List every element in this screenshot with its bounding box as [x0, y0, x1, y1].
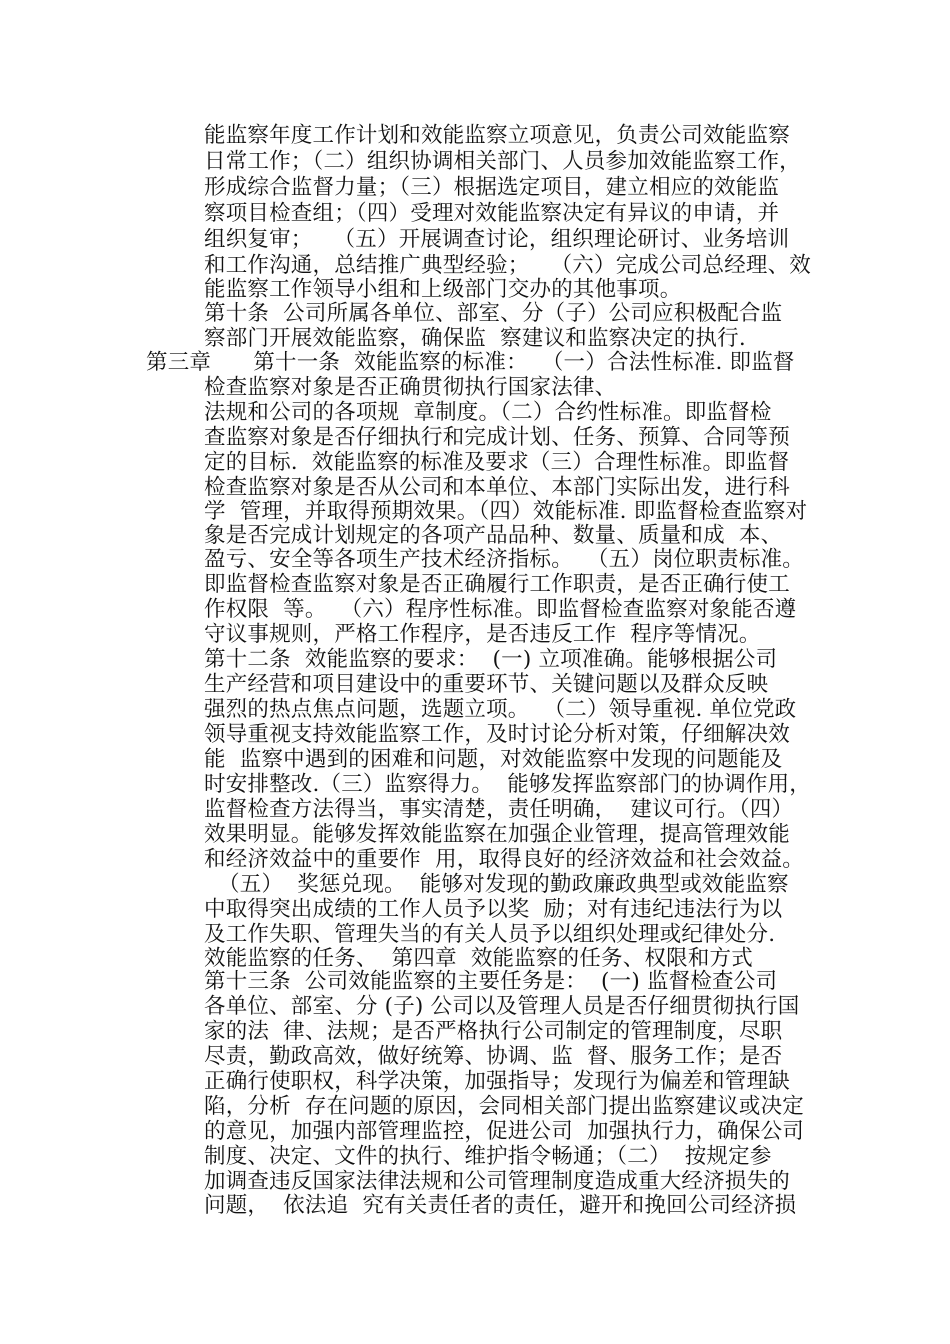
article-heading-13: 第十三条 公司效能监察的主要任务是： (一) 监督检查公司: [204, 969, 778, 994]
chapter-heading-4: 效能监察的任务、 第四章 效能监察的任务、权限和方式: [204, 946, 753, 971]
text-line: （五） 奖惩兑现。 能够对发现的勤政廉政典型或效能监察: [204, 872, 789, 897]
text-line: 和工作沟通，总结推广典型经验； （六）完成公司总经理、效: [204, 253, 812, 278]
text-line: 效果明显。能够发挥效能监察在加强企业管理，提高管理效能: [204, 822, 790, 847]
text-line: 各单位、部室、分 (子) 公司以及管理人员是否仔细贯彻执行国: [204, 994, 800, 1019]
text-line: 定的目标. 效能监察的标准及要求（三）合理性标准。即监督: [204, 450, 790, 475]
text-line: 制度、决定、文件的执行、维护指令畅通；（二） 按规定参: [204, 1144, 772, 1169]
text-line: 正确行使职权，科学决策，加强指导；发现行为偏差和管理缺: [204, 1069, 790, 1094]
text-line: 即监督检查监察对象是否正确履行工作职责，是否正确行使工: [204, 572, 790, 597]
text-line: 和经济效益中的重要作 用，取得良好的经济效益和社会效益。: [204, 847, 804, 872]
text-line: 尽责，勤政高效，做好统筹、协调、监 督、服务工作；是否: [204, 1044, 783, 1069]
text-line: 作权限 等。 （六）程序性标准。即监督检查监察对象能否遵: [204, 597, 797, 622]
text-line: 守议事规则，严格工作程序，是否违反工作 程序等情况。: [204, 622, 761, 647]
text-line: 查监察对象是否仔细执行和完成计划、任务、预算、合同等预: [204, 425, 790, 450]
text-line: 的意见，加强内部管理监控，促进公司 加强执行力，确保公司: [204, 1119, 804, 1144]
text-line: 学 管理，并取得预期效果。（四）效能标准. 即监督检查监察对: [204, 499, 808, 524]
text-line: 能监察年度工作计划和效能监察立项意见，负责公司效能监察: [204, 123, 790, 148]
text-line: 形成综合监督力量；（三）根据选定项目，建立相应的效能监: [204, 175, 780, 200]
text-line: 监督检查方法得当，事实清楚，责任明确， 建议可行。（四）: [204, 797, 794, 822]
text-line: 盈亏、安全等各项生产技术经济指标。 （五）岗位职责标准。: [204, 547, 804, 572]
text-line: 强烈的热点焦点问题，选题立项。 （二）领导重视. 单位党政: [204, 697, 797, 722]
text-line: 时安排整改.（三）监察得力。 能够发挥监察部门的协调作用，: [204, 772, 812, 797]
chapter-heading-3: 第三章 第十一条 效能监察的标准： （一）合法性标准. 即监督: [146, 350, 795, 375]
text-line: 法规和公司的各项规 章制度。（二）合约性标准。即监督检: [204, 400, 772, 425]
text-line: 陷，分析 存在问题的原因，会同相关部门提出监察建议或决定: [204, 1094, 804, 1119]
article-heading-10: 第十条 公司所属各单位、部室、分（子）公司应积极配合监: [204, 301, 783, 326]
text-line: 加调查违反国家法律法规和公司管理制度造成重大经济损失的: [204, 1169, 790, 1194]
text-line: 检查监察对象是否从公司和本单位、本部门实际出发，进行科: [204, 475, 790, 500]
text-line: 察部门开展效能监察，确保监 察建议和监察决定的执行.: [204, 326, 746, 351]
text-line: 察项目检查组；（四）受理对效能监察决定有异议的申请，并: [204, 201, 780, 226]
text-line: 检查监察对象是否正确贯彻执行国家法律、: [204, 375, 617, 400]
text-line: 及工作失职、管理失当的有关人员予以组织处理或纪律处分.: [204, 922, 776, 947]
text-line: 中取得突出成绩的工作人员予以奖 励；对有违纪违法行为以: [204, 897, 783, 922]
text-line: 生产经营和项目建设中的重要环节、关键问题以及群众反映: [204, 672, 769, 697]
text-line: 能监察工作领导小组和上级部门交办的其他事项。: [204, 277, 682, 302]
article-heading-12: 第十二条 效能监察的要求： (一) 立项准确。能够根据公司: [204, 647, 778, 672]
text-line: 日常工作；（二）组织协调相关部门、人员参加效能监察工作，: [204, 149, 801, 174]
text-line: 象是否完成计划规定的各项产品品种、数量、质量和成 本、: [204, 523, 783, 548]
text-line: 家的法 律、法规；是否严格执行公司制定的管理制度，尽职: [204, 1019, 783, 1044]
text-line: 能 监察中遇到的困难和问题，对效能监察中发现的问题能及: [204, 747, 783, 772]
text-line: 组织复审； （五）开展调查讨论，组织理论研讨、业务培训: [204, 227, 790, 252]
text-line: 领导重视支持效能监察工作，及时讨论分析对策，仔细解决效: [204, 722, 790, 747]
text-line: 问题， 依法追 究有关责任者的责任，避开和挽回公司经济损: [204, 1193, 797, 1218]
